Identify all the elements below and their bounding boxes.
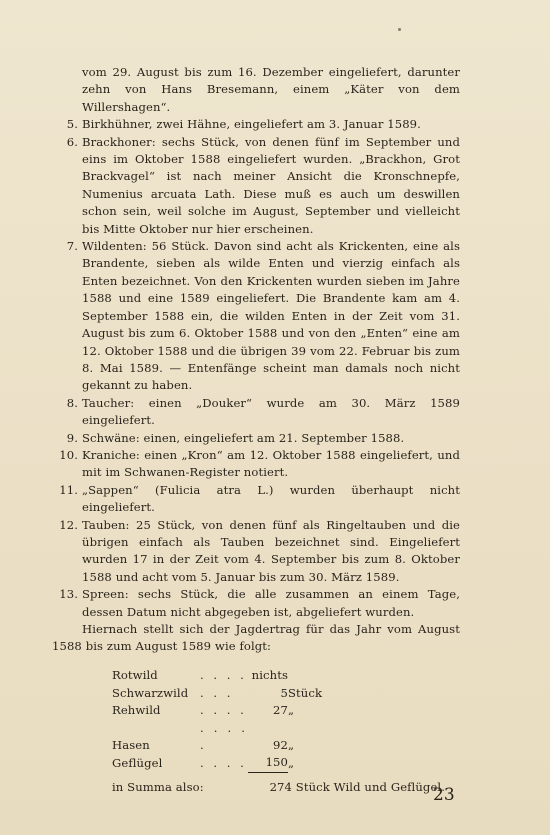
page-number: 23	[433, 785, 455, 805]
summary-label: Geflügel	[112, 755, 163, 770]
item-number: 7.	[66, 239, 78, 254]
item-number: 13.	[59, 587, 78, 602]
item-text: Taucher: einen „Douker“ wurde am 30. März 1589 eingeliefert.	[82, 395, 460, 428]
item-number: 12.	[59, 517, 78, 532]
item-text: Wildenten: 56 Stück. Davon sind acht als Krickenten, eine als Brandente, sieben als wilde Enten und vierzig einfach als Enten bezeichnet. Von den Krickenten wurden sieben im Jahre 1588 und eine 1589 eingeliefert. Die Brandente kam am 4. September 1588 ein, die wilden Enten in der Zeit vom 31. August bis zum 6. Oktober 1588 und von den „Enten“ eine am 12. Oktober 1588 und die übrigen 39 vom 22. Februar bis zum 8. Mai 1589. — Entenfänge scheint man damals noch nicht gekannt zu haben.	[82, 239, 460, 393]
table-row	[112, 720, 322, 755]
table-row	[112, 667, 322, 684]
summary-label: Schwarzwild	[112, 685, 189, 700]
summary-value: 5	[280, 685, 288, 700]
list-item	[52, 134, 460, 238]
table-row	[112, 754, 322, 772]
item-text: Spreen: sechs Stück, die alle zusammen an einem Tage, dessen Datum nicht abgegeben ist, abgeliefert wurden.	[82, 587, 460, 619]
summary-dots: . . . .	[200, 668, 247, 683]
item-number: 8.	[66, 395, 78, 410]
summary-unit: „	[288, 755, 295, 770]
list-item	[52, 430, 460, 447]
speck-mark	[398, 28, 401, 31]
item-text: Tauben: 25 Stück, von denen fünf als Ringeltauben und die übrigen einfach als Tauben bezeichnet sind. Eingeliefert wurden 17 in der Zeit vom 4. September bis zum 8. Oktober 1588 und acht vom 5. Januar bis zum 30. März 1589.	[82, 517, 460, 584]
table-row	[112, 685, 322, 702]
summary-value: 150	[248, 754, 288, 772]
summary-label: Hasen	[112, 738, 150, 753]
item-text: Brackhoner: sechs Stück, von denen fünf im September und eins im Oktober 1588 eingeliefert wurden. „Brackhon, Grot Brackvagel“ ist nach meiner Ansicht die Kronschnepfe, Numenius arcuata Lath. Diese muß es auch um deswillen schon sein, weil solche im August, September und vielleicht bis Mitte Oktober nur hier erscheinen.	[82, 134, 460, 236]
summary-intro: Hiernach stellt sich der Jagdertrag für das Jahr vom August 1588 bis zum August 1589 wie folgt:	[52, 622, 460, 654]
summary-label: Rehwild	[112, 703, 161, 718]
summary-unit: „	[288, 703, 295, 718]
list-item	[52, 517, 460, 587]
total-value: 274	[269, 779, 292, 794]
summary-dots: . . . .	[200, 703, 247, 718]
summary-table	[112, 667, 322, 772]
item-text: Birkhühner, zwei Hähne, eingeliefert am 3. Januar 1589.	[82, 117, 421, 132]
summary-dots: . . . .	[200, 755, 247, 770]
summary-unit: „	[288, 738, 295, 753]
summary-label: Rotwild	[112, 668, 158, 683]
list-item	[52, 238, 460, 395]
item-text: vom 29. August bis zum 16. Dezember eingeliefert, darunter zehn von Hans Bresemann, einem „Käter von dem Willershagen“.	[82, 65, 460, 114]
summary-value: 92	[273, 738, 288, 753]
table-row	[112, 702, 322, 719]
list-item	[52, 395, 460, 430]
summary-dots: . . . . .	[200, 720, 248, 753]
list-item	[52, 447, 460, 482]
summary-total	[112, 779, 460, 796]
item-text: „Sappen“ (Fulicia atra L.) wurden überhaupt nicht eingeliefert.	[82, 482, 460, 515]
item-number: 10.	[59, 447, 78, 462]
summary-dots: . . .	[200, 685, 234, 700]
page-body	[52, 64, 460, 796]
item-text: Kraniche: einen „Kron“ am 12. Oktober 1588 eingeliefert, und mit im Schwanen-Register notiert.	[82, 447, 460, 480]
total-unit: Stück Wild und Geflügel.	[295, 779, 446, 794]
summary-unit: Stück	[288, 685, 323, 700]
list-item	[52, 586, 460, 621]
summary-value: nichts	[251, 668, 288, 683]
list-item	[52, 482, 460, 517]
total-label: in Summa also:	[112, 779, 204, 794]
summary-value: 27	[273, 703, 288, 718]
item-number: 9.	[66, 430, 78, 445]
item-number: 11.	[59, 482, 78, 497]
summary-unit	[288, 667, 322, 684]
item-number: 5.	[66, 117, 78, 132]
list-item-continuation	[52, 64, 460, 116]
item-number: 6.	[66, 134, 78, 149]
list-item	[52, 116, 460, 133]
item-text: Schwäne: einen, eingeliefert am 21. September 1588.	[82, 430, 405, 445]
